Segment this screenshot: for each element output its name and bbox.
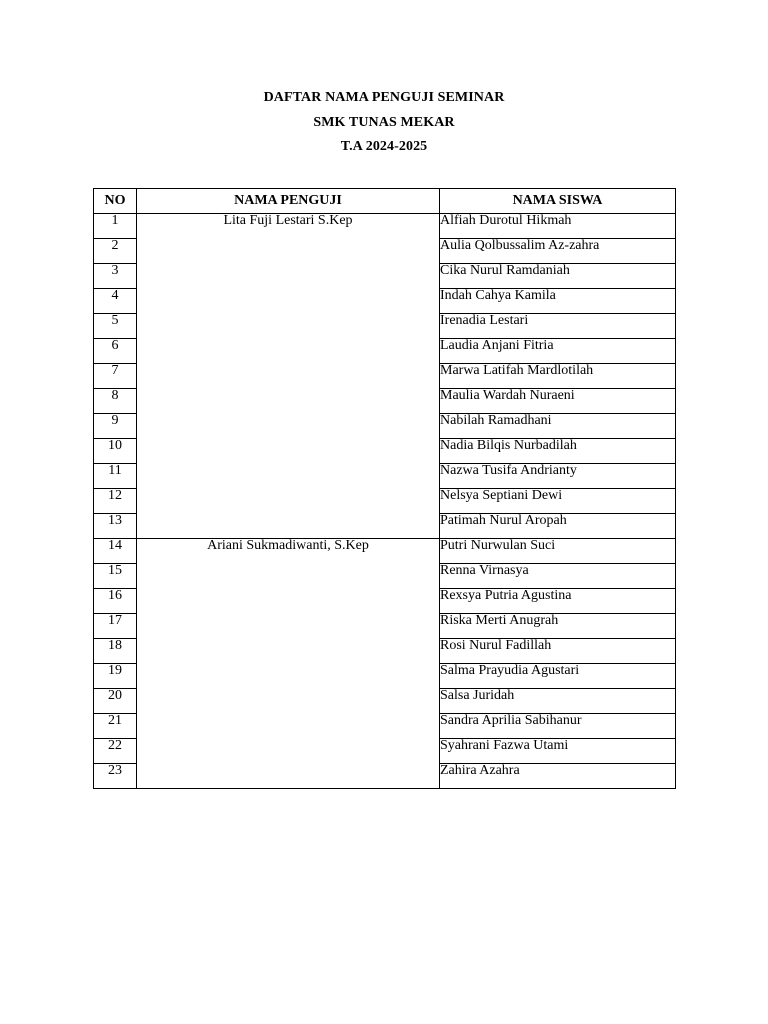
row-number: 14 [94, 539, 137, 564]
student-name: Putri Nurwulan Suci [440, 539, 676, 564]
student-name: Sandra Aprilia Sabihanur [440, 714, 676, 739]
student-name: Nabilah Ramadhani [440, 414, 676, 439]
row-number: 15 [94, 564, 137, 589]
student-name: Maulia Wardah Nuraeni [440, 389, 676, 414]
academic-year: T.A 2024-2025 [340, 139, 428, 154]
row-number: 2 [94, 239, 137, 264]
row-number: 3 [94, 264, 137, 289]
column-header-siswa: NAMA SISWA [440, 189, 676, 214]
document-title: DAFTAR NAMA PENGUJI SEMINAR [263, 90, 505, 105]
student-name: Alfiah Durotul Hikmah [440, 214, 676, 239]
table-header-row [94, 189, 676, 214]
student-name: Patimah Nurul Aropah [440, 514, 676, 539]
school-name: SMK TUNAS MEKAR [313, 114, 455, 130]
column-header-penguji: NAMA PENGUJI [137, 189, 440, 214]
student-name: Irenadia Lestari [440, 314, 676, 339]
examiner-name: Lita Fuji Lestari S.Kep [137, 214, 440, 539]
student-name: Aulia Qolbussalim Az-zahra [440, 239, 676, 264]
student-name: Indah Cahya Kamila [440, 289, 676, 314]
student-name: Rexsya Putria Agustina [440, 589, 676, 614]
student-name: Nazwa Tusifa Andrianty [440, 464, 676, 489]
row-number: 17 [94, 614, 137, 639]
row-number: 1 [94, 214, 137, 239]
student-name: Cika Nurul Ramdaniah [440, 264, 676, 289]
row-number: 12 [94, 489, 137, 514]
row-number: 20 [94, 689, 137, 714]
student-name: Marwa Latifah Mardlotilah [440, 364, 676, 389]
document-header [0, 86, 768, 160]
student-name: Riska Merti Anugrah [440, 614, 676, 639]
examiner-name: Ariani Sukmadiwanti, S.Kep [137, 539, 440, 789]
row-number: 4 [94, 289, 137, 314]
table-row [94, 539, 676, 564]
row-number: 18 [94, 639, 137, 664]
table-body [94, 214, 676, 789]
student-name: Nelsya Septiani Dewi [440, 489, 676, 514]
row-number: 6 [94, 339, 137, 364]
row-number: 21 [94, 714, 137, 739]
row-number: 19 [94, 664, 137, 689]
student-name: Renna Virnasya [440, 564, 676, 589]
row-number: 23 [94, 764, 137, 789]
row-number: 11 [94, 464, 137, 489]
table-row [94, 214, 676, 239]
row-number: 22 [94, 739, 137, 764]
row-number: 16 [94, 589, 137, 614]
row-number: 10 [94, 439, 137, 464]
row-number: 7 [94, 364, 137, 389]
student-name: Salsa Juridah [440, 689, 676, 714]
student-name: Nadia Bilqis Nurbadilah [440, 439, 676, 464]
student-name: Zahira Azahra [440, 764, 676, 789]
student-name: Salma Prayudia Agustari [440, 664, 676, 689]
student-name: Rosi Nurul Fadillah [440, 639, 676, 664]
student-name: Syahrani Fazwa Utami [440, 739, 676, 764]
row-number: 9 [94, 414, 137, 439]
student-name: Laudia Anjani Fitria [440, 339, 676, 364]
row-number: 13 [94, 514, 137, 539]
examiner-table [93, 188, 676, 789]
row-number: 8 [94, 389, 137, 414]
row-number: 5 [94, 314, 137, 339]
column-header-no: NO [94, 189, 137, 214]
